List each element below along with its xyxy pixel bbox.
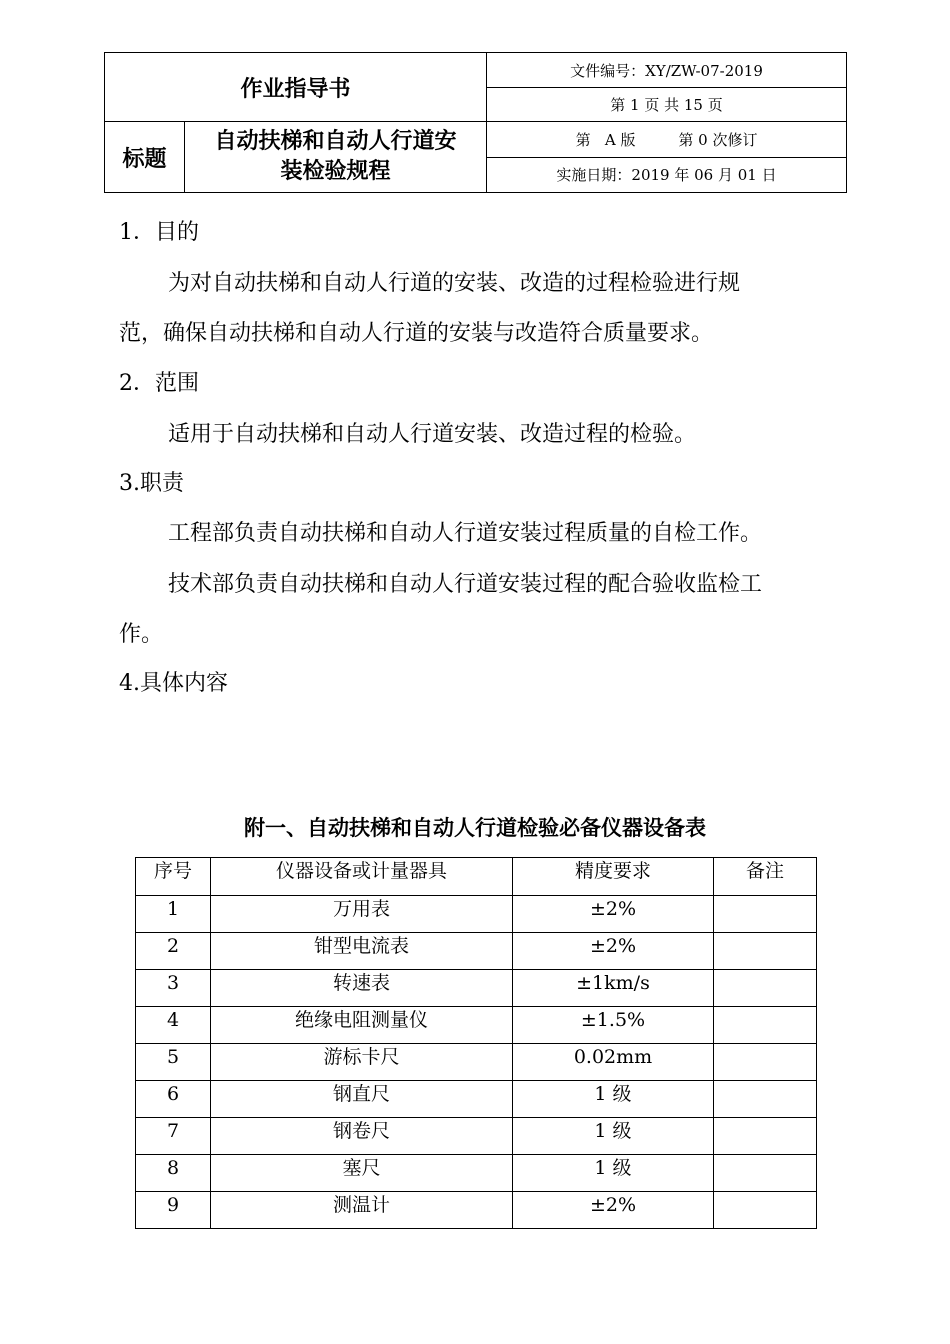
column-header: 精度要求: [513, 858, 714, 896]
table-row: [136, 1044, 817, 1081]
table-cell: 1 级: [513, 1155, 714, 1192]
table-cell: ±2%: [513, 896, 714, 933]
table-cell: 1 级: [513, 1081, 714, 1118]
table-cell: [714, 1192, 817, 1229]
table-cell: [714, 896, 817, 933]
table-cell: 6: [136, 1081, 211, 1118]
table-cell: ±1km/s: [513, 970, 714, 1007]
table-cell: ±2%: [513, 1192, 714, 1229]
table-cell: [714, 1007, 817, 1044]
table-row: [136, 1081, 817, 1118]
table-cell: 4: [136, 1007, 211, 1044]
section-1-heading: 1．目的: [119, 220, 199, 245]
table-cell: 钳型电流表: [211, 933, 513, 970]
page-info: 第 1 页 共 15 页: [487, 88, 847, 122]
section-4-heading: 4.具体内容: [119, 671, 228, 696]
table-row: [136, 1192, 817, 1229]
column-header: 仪器设备或计量器具: [211, 858, 513, 896]
table-row: [136, 1155, 817, 1192]
section-3-paragraph-2-line2: 作。: [119, 622, 164, 647]
table-cell: ±2%: [513, 933, 714, 970]
table-cell: [714, 970, 817, 1007]
section-3-paragraph-2-line1: 技术部负责自动扶梯和自动人行道安装过程的配合验收监检工: [168, 572, 763, 597]
table-cell: 塞尺: [211, 1155, 513, 1192]
table-cell: [714, 1155, 817, 1192]
table-row: [136, 896, 817, 933]
section-3-paragraph-1: 工程部负责自动扶梯和自动人行道安装过程质量的自检工作。: [168, 521, 763, 546]
section-1-paragraph-line1: 为对自动扶梯和自动人行道的安装、改造的过程检验进行规: [168, 271, 741, 296]
document-header-table: [104, 52, 847, 193]
table-cell: 绝缘电阻测量仪: [211, 1007, 513, 1044]
table-cell: 7: [136, 1118, 211, 1155]
document-title-line2: 装检验规程: [280, 159, 391, 185]
table-cell: 1 级: [513, 1118, 714, 1155]
table-cell: [714, 1081, 817, 1118]
section-3-heading: 3.职责: [119, 471, 184, 496]
table-row: [136, 1118, 817, 1155]
table-row: [136, 970, 817, 1007]
table-row: [136, 933, 817, 970]
equipment-table: [135, 857, 817, 1229]
version-info: 第 A 版 第 0 次修订: [487, 122, 847, 157]
table-cell: 8: [136, 1155, 211, 1192]
table-cell: 万用表: [211, 896, 513, 933]
table-header-row: [136, 858, 817, 896]
table-cell: 0.02mm: [513, 1044, 714, 1081]
table-cell: [714, 1044, 817, 1081]
section-2-heading: 2．范围: [119, 371, 199, 396]
section-2-paragraph: 适用于自动扶梯和自动人行道安装、改造过程的检验。: [168, 422, 697, 447]
table-cell: 钢直尺: [211, 1081, 513, 1118]
appendix-title: 附一、自动扶梯和自动人行道检验必备仪器设备表: [244, 816, 706, 840]
column-header: 备注: [714, 858, 817, 896]
table-cell: 3: [136, 970, 211, 1007]
table-cell: [714, 1118, 817, 1155]
doc-type: 作业指导书: [105, 53, 487, 122]
table-cell: 游标卡尺: [211, 1044, 513, 1081]
table-cell: 测温计: [211, 1192, 513, 1229]
table-cell: 9: [136, 1192, 211, 1229]
file-number: 文件编号：XY/ZW-07-2019: [487, 53, 847, 88]
table-cell: [714, 933, 817, 970]
table-row: [136, 1007, 817, 1044]
column-header: 序号: [136, 858, 211, 896]
table-cell: ±1.5%: [513, 1007, 714, 1044]
table-cell: 2: [136, 933, 211, 970]
title-label: 标题: [105, 122, 185, 193]
document-title-line1: 自动扶梯和自动人行道安: [214, 129, 457, 155]
effective-date: 实施日期：2019 年 06 月 01 日: [487, 157, 847, 192]
table-cell: 5: [136, 1044, 211, 1081]
table-cell: 1: [136, 896, 211, 933]
table-cell: 转速表: [211, 970, 513, 1007]
table-cell: 钢卷尺: [211, 1118, 513, 1155]
section-1-paragraph-line2: 范，确保自动扶梯和自动人行道的安装与改造符合质量要求。: [119, 321, 714, 346]
document-title: [185, 122, 487, 193]
